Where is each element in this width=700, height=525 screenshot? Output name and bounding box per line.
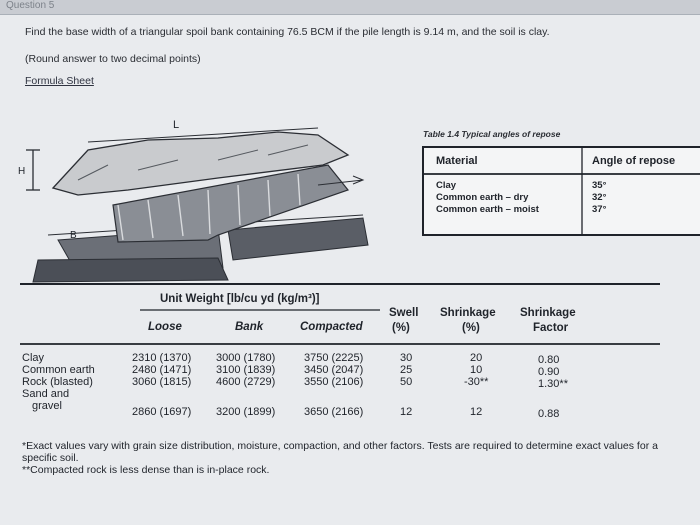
- col-header-swell: Swell: [389, 307, 419, 319]
- col-header-shrinkage: Shrinkage: [440, 307, 496, 319]
- col-header-factor: Shrinkage: [520, 307, 576, 319]
- cell-loose: 2480 (1471): [132, 364, 192, 376]
- cell-bank: 3200 (1899): [216, 406, 276, 418]
- cell-swell: 12: [400, 406, 413, 418]
- repose-header-material: Material: [436, 155, 478, 167]
- question-tab-label: Question 5: [6, 0, 55, 11]
- cell-factor: 0.90: [538, 366, 560, 378]
- cell-factor: 1.30**: [538, 378, 568, 390]
- label-l: L: [173, 119, 180, 131]
- cell-swell: 30: [400, 352, 413, 364]
- cell-shrinkage: -30**: [464, 376, 489, 388]
- row-material-line2: gravel: [32, 400, 62, 412]
- cell-bank: 4600 (2729): [216, 376, 276, 388]
- round-note: (Round answer to two decimal points): [25, 53, 201, 65]
- repose-material: Clay: [436, 180, 457, 191]
- cell-factor: 0.88: [538, 408, 560, 420]
- cell-shrinkage: 20: [470, 352, 483, 364]
- footnote-compacted-rock: **Compacted rock is less dense than is in-place rock.: [22, 464, 270, 476]
- cell-shrinkage: 10: [470, 364, 483, 376]
- unit-weight-table: [0, 280, 700, 430]
- footnote-exact-values: *Exact values vary with grain size distribution, moisture, compaction, and other factors. Tests are required to determine exact values for a specific soil.: [22, 440, 658, 464]
- cell-bank: 3100 (1839): [216, 364, 276, 376]
- label-b: B: [70, 230, 77, 241]
- cell-shrinkage: 12: [470, 406, 483, 418]
- repose-angle: 37°: [592, 204, 607, 215]
- cell-bank: 3000 (1780): [216, 352, 276, 364]
- col-header-shrinkage-unit: (%): [462, 322, 480, 334]
- cell-compacted: 3650 (2166): [304, 406, 364, 418]
- label-h: H: [18, 166, 26, 177]
- cell-swell: 50: [400, 376, 413, 388]
- cell-compacted: 3550 (2106): [304, 376, 364, 388]
- repose-table: [422, 146, 700, 236]
- spoil-bank-diagram: [18, 110, 388, 285]
- col-header-loose: Loose: [148, 321, 182, 333]
- row-material: Rock (blasted): [22, 376, 93, 388]
- formula-sheet-link[interactable]: Formula Sheet: [25, 75, 94, 87]
- row-material: Common earth: [22, 364, 95, 376]
- cell-compacted: 3450 (2047): [304, 364, 364, 376]
- cell-loose: 2310 (1370): [132, 352, 192, 364]
- question-tab-strip: [0, 0, 700, 15]
- repose-angle: 35°: [592, 180, 607, 191]
- cell-loose: 2860 (1697): [132, 406, 192, 418]
- repose-angle: 32°: [592, 192, 607, 203]
- cell-swell: 25: [400, 364, 413, 376]
- col-header-swell-unit: (%): [392, 322, 410, 334]
- row-material: Clay: [22, 352, 45, 364]
- cell-compacted: 3750 (2225): [304, 352, 364, 364]
- repose-header-angle: Angle of repose: [592, 155, 676, 167]
- cell-factor: 0.80: [538, 354, 560, 366]
- col-header-bank: Bank: [235, 321, 264, 333]
- row-material-line1: Sand and: [22, 388, 70, 400]
- repose-table-caption: Table 1.4 Typical angles of repose: [423, 129, 561, 139]
- repose-material: Common earth – dry: [436, 192, 529, 203]
- footnotes: [22, 440, 692, 476]
- unit-weight-header: Unit Weight [lb/cu yd (kg/m³)]: [160, 293, 320, 305]
- col-header-compacted: Compacted: [300, 321, 363, 333]
- col-header-factor-unit: Factor: [533, 322, 569, 334]
- cell-loose: 3060 (1815): [132, 376, 192, 388]
- question-text: Find the base width of a triangular spoil bank containing 76.5 BCM if the pile length is 9.14 m, and the soil is clay.: [25, 26, 550, 38]
- repose-material: Common earth – moist: [436, 204, 539, 215]
